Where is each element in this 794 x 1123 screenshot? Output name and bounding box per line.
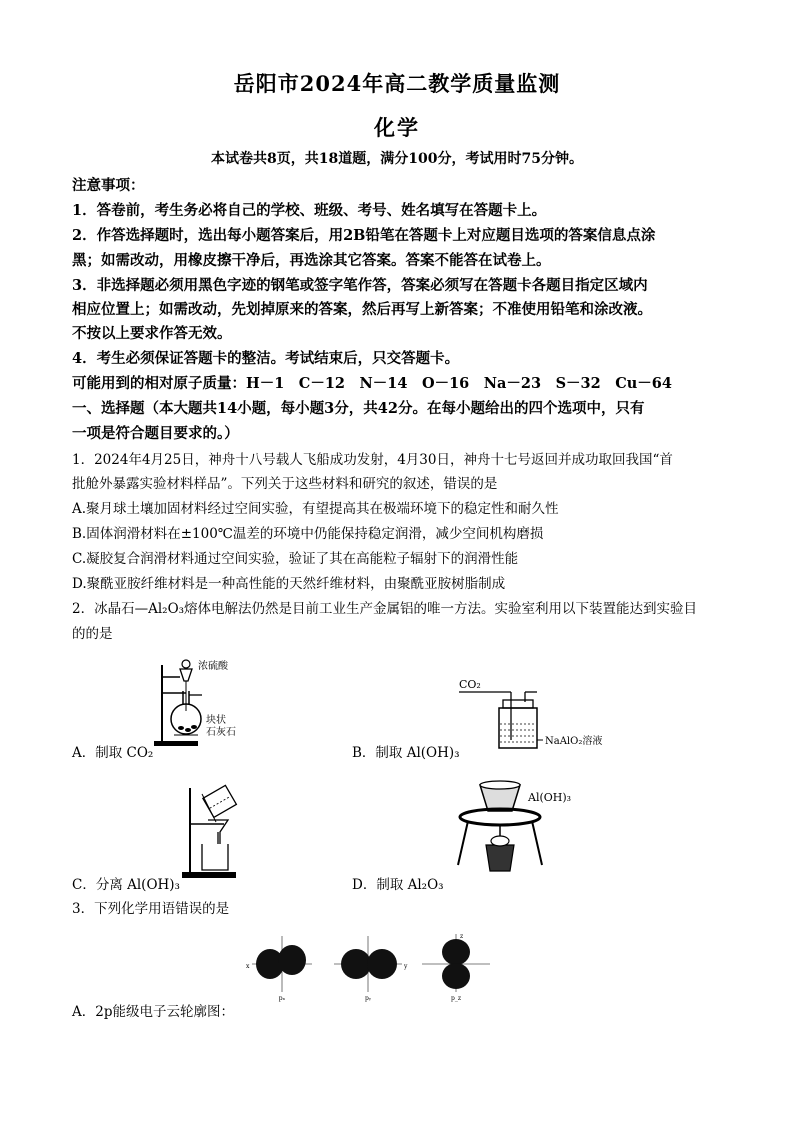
label-naalo2: NaAlO₂溶液 — [545, 736, 603, 747]
orbital-py-icon — [334, 936, 408, 1002]
q1-option-a: A.聚月球土壤加固材料经过空间实验，有望提高其在极端环境下的稳定性和耐久性 — [72, 501, 559, 517]
q2-option-c: C．分离 Al(OH)₃ — [72, 877, 180, 893]
orbital-label: pₓ — [278, 995, 286, 1002]
atomic-masses: 可能用到的相对原子质量：H－1 C－12 N－14 O－16 Na－23 S－32 Cu－64 — [72, 375, 672, 392]
label-conc-acid: 浓硫酸 — [198, 661, 228, 672]
note-item: 2．作答选择题时，选出每小题答案后，用2B铅笔在答题卡上对应题目选项的答案信息点涂 — [72, 227, 656, 244]
p-orbital-figure — [242, 930, 500, 1005]
q1-stem-cont: 批舱外暴露实验材料样品”。下列关于这些材料和研究的叙述，错误的是 — [72, 476, 498, 492]
axis-label: z — [460, 933, 464, 940]
apparatus-b-figure — [455, 672, 603, 752]
notes-heading: 注意事项： — [72, 177, 145, 194]
note-item: 3．非选择题必须用黑色字迹的钢笔或签字笔作答，答案必须写在答题卡各题目指定区域内 — [72, 277, 648, 294]
label-aloh3: Al(OH)₃ — [528, 791, 572, 804]
q2-stem-cont: 的的是 — [72, 626, 113, 642]
q1-stem: 1．2024年4月25日，神舟十八号载人飞船成功发射，4月30日，神舟十七号返回并成功取回我国“首 — [72, 452, 673, 468]
axis-label: x — [246, 963, 250, 970]
axis-label: y — [404, 963, 408, 970]
section-heading: 一、选择题（本大题共14小题，每小题3分，共42分。在每小题给出的四个选项中，只有 — [72, 400, 645, 417]
q2-stem: 2．冰晶石—Al₂O₃熔体电解法仍然是目前工业生产金属铝的唯一方法。实验室利用以下装置能达到实验目 — [72, 601, 698, 617]
apparatus-c-figure — [180, 778, 260, 880]
note-item: 黑；如需改动，用橡皮擦干净后，再选涂其它答案。答案不能答在试卷上。 — [72, 252, 551, 269]
label-limestone-1: 块状 — [206, 715, 226, 726]
apparatus-a-figure — [150, 655, 260, 750]
apparatus-d-figure — [450, 775, 590, 875]
note-item: 4．考生必须保证答题卡的整洁。考试结束后，只交答题卡。 — [72, 350, 460, 367]
q1-option-d: D.聚酰亚胺纤维材料是一种高性能的天然纤维材料，由聚酰亚胺树脂制成 — [72, 576, 506, 592]
orbital-pz-icon — [422, 933, 490, 1002]
exam-info: 本试卷共8页，共18道题，满分100分，考试用时75分钟。 — [211, 151, 583, 167]
note-item: 不按以上要求作答无效。 — [72, 325, 232, 342]
exam-title: 岳阳市2024年高二教学质量监测 — [233, 71, 561, 96]
section-heading-cont: 一项是符合题目要求的。） — [72, 425, 239, 442]
q3-stem: 3．下列化学用语错误的是 — [72, 901, 230, 917]
q2-option-d: D．制取 Al₂O₃ — [352, 877, 444, 893]
note-item: 相应位置上；如需改动，先划掉原来的答案，然后再写上新答案；不准使用铅笔和涂改液。 — [72, 301, 652, 318]
orbital-px-icon — [246, 936, 312, 1002]
label-co2: CO₂ — [459, 678, 481, 691]
q3-option-a: A．2p能级电子云轮廓图： — [72, 1004, 234, 1020]
q2-option-a: A．制取 CO₂ — [72, 745, 154, 761]
note-item: 1．答卷前，考生务必将自己的学校、班级、考号、姓名填写在答题卡上。 — [72, 202, 547, 219]
orbital-label: pᵧ — [364, 995, 372, 1002]
orbital-label: p_z — [450, 995, 462, 1002]
q2-option-b: B．制取 Al(OH)₃ — [352, 745, 460, 761]
subject-title: 化学 — [374, 115, 420, 140]
q1-option-b: B.固体润滑材料在±100℃温差的环境中仍能保持稳定润滑，减少空间机构磨损 — [72, 526, 544, 542]
q1-option-c: C.凝胶复合润滑材料通过空间实验，验证了其在高能粒子辐射下的润滑性能 — [72, 551, 519, 567]
label-limestone-2: 石灰石 — [206, 727, 236, 738]
